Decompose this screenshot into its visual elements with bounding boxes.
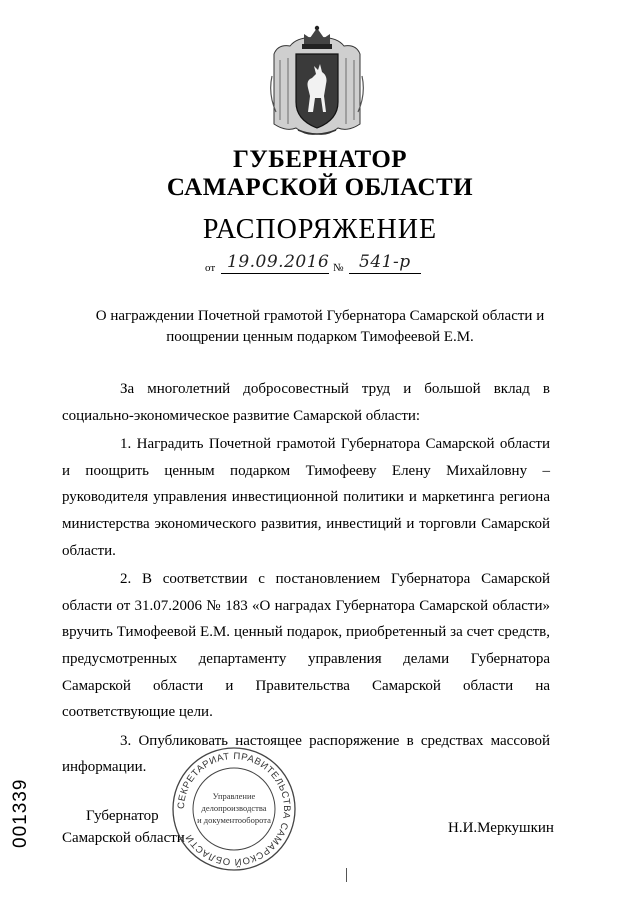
archive-number-text: 001339 [10, 778, 31, 848]
stamp-inner-line1: Управление [212, 791, 256, 801]
coat-of-arms-icon [268, 24, 366, 138]
item-3: 3. Опубликовать настоящее распоряжение в средствах массовой информации. [62, 732, 550, 776]
date-value: 19.09.2016 [227, 252, 330, 272]
issuer-title-line2: САМАРСКОЙ ОБЛАСТИ [166, 174, 474, 201]
item-1: 1. Наградить Почетной грамотой Губернатора Самарской области и поощрить ценным подарком Тимофееву Елену Михайловну – руководителя управления инвестиционной политики и маркетинга региона министерства экономического развития, инвестиций и торговли Самарской области. [62, 436, 550, 559]
subject [60, 306, 580, 348]
signatory-title-line2: Самарской области [62, 830, 185, 846]
office-stamp [170, 745, 298, 873]
subject-line2: поощрении ценным подарком Тимофеевой Е.М. [166, 329, 474, 345]
number-label: № [333, 262, 344, 274]
archive-number [6, 778, 34, 848]
stamp-inner-line2: делопроизводства [201, 803, 267, 813]
scan-mark [346, 868, 347, 882]
stamp-inner-line3: и документооборота [197, 815, 271, 825]
number-value: 541-р [359, 252, 411, 272]
signatory-title-line1: Губернатор [86, 808, 159, 824]
issuer-title-line1: ГУБЕРНАТОР [232, 146, 408, 173]
stamp-ring-text: СЕКРЕТАРИАТ ПРАВИТЕЛЬСТВА САМАРСКОЙ ОБЛАСТИ [175, 750, 293, 868]
date-label: от [205, 262, 216, 274]
registration-line [205, 254, 445, 276]
subject-line1: О награждении Почетной грамотой Губернатора Самарской области и [95, 308, 545, 324]
signatory-name: Н.И.Меркушкин [448, 820, 554, 836]
document-body [62, 376, 550, 781]
intro-paragraph: За многолетний добросовестный труд и большой вклад в социально-экономическое развитие Самарской области: [62, 381, 550, 424]
document-type: РАСПОРЯЖЕНИЕ [202, 214, 438, 245]
item-2: 2. В соответствии с постановлением Губернатора Самарской области от 31.07.2006 № 183 «О наградах Губернатора Самарской области» вручить Тимофеевой Е.М. ценный подарок, приобретенный за счет средств, предусмотренных департаменту управления делами Губернатора Самарской области и Правительства Самарской области на соответствующие цели. [62, 571, 550, 721]
